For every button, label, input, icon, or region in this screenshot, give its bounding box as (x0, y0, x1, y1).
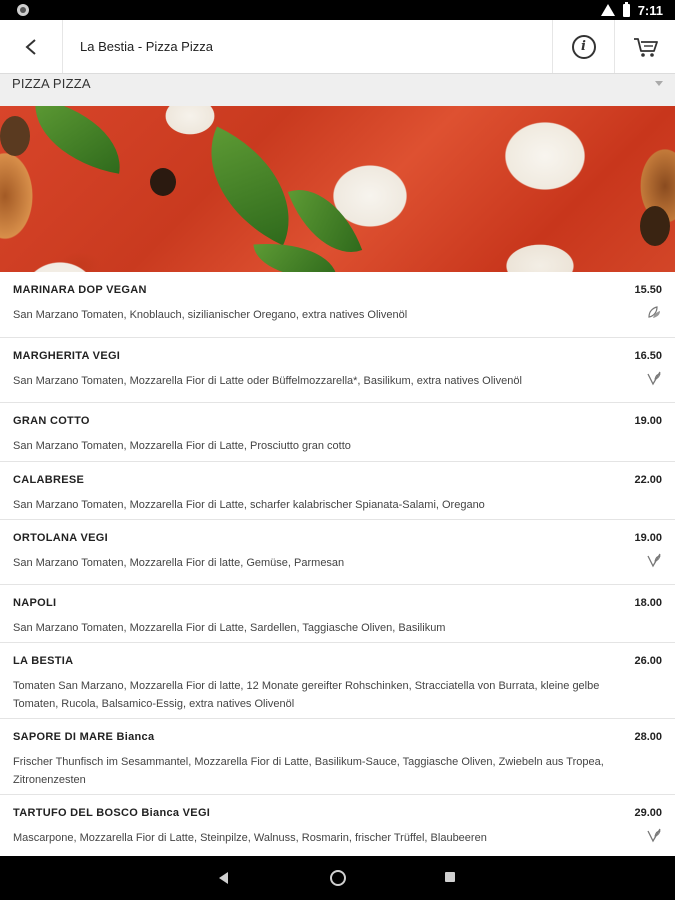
item-name: LA BESTIA (13, 655, 74, 667)
item-name: SAPORE DI MARE Bianca (13, 731, 155, 743)
item-description: Frischer Thunfisch im Sesammantel, Mozzarella Fior di Latte, Basilikum-Sauce, Taggiasche Oliven, Zwiebeln aus Tropea, Zitronenzesten (13, 756, 604, 786)
char-spot-image (0, 116, 30, 156)
item-description: Mascarpone, Mozzarella Fior di Latte, Steinpilze, Walnuss, Rosmarin, frischer Trüffel, Blaubeeren (13, 832, 487, 844)
item-price: 26.00 (634, 655, 662, 667)
back-button[interactable] (0, 20, 63, 73)
basil-leaf-image (26, 106, 130, 174)
item-name: MARINARA DOP VEGAN (13, 284, 147, 296)
item-price: 28.00 (634, 731, 662, 743)
status-time: 7:11 (637, 2, 663, 18)
arrow-left-icon (24, 38, 38, 56)
notification-icon (17, 4, 29, 16)
menu-list (0, 272, 675, 856)
category-label: PIZZA PIZZA (12, 76, 91, 91)
item-name: NAPOLI (13, 597, 57, 609)
item-description: San Marzano Tomaten, Mozzarella Fior di Latte, scharfer kalabrischer Spianata-Salami, Oregano (13, 499, 485, 511)
basil-leaf-image (183, 127, 317, 246)
vegan-leaf-icon (646, 304, 662, 320)
item-price: 29.00 (634, 807, 662, 819)
item-price: 19.00 (634, 415, 662, 427)
status-bar (0, 0, 675, 20)
list-item[interactable] (0, 338, 675, 403)
category-selector[interactable] (0, 74, 675, 106)
system-nav-bar (0, 856, 675, 900)
info-button[interactable] (552, 20, 614, 73)
vegetarian-icon (646, 552, 662, 568)
item-name: GRAN COTTO (13, 415, 90, 427)
status-icons (601, 2, 663, 18)
cart-button[interactable] (614, 20, 675, 73)
item-price: 22.00 (634, 474, 662, 486)
info-icon: i (572, 35, 596, 59)
char-spot-image (640, 206, 670, 246)
list-item[interactable] (0, 520, 675, 585)
item-description: San Marzano Tomaten, Mozzarella Fior di Latte oder Büffelmozzarella*, Basilikum, extra natives Olivenöl (13, 375, 522, 387)
list-item[interactable] (0, 719, 675, 795)
item-description: San Marzano Tomaten, Mozzarella Fior di Latte, Sardellen, Taggiasche Oliven, Basilikum (13, 622, 446, 634)
item-name: TARTUFO DEL BOSCO Bianca VEGI (13, 807, 211, 819)
nav-recents-icon[interactable] (445, 872, 455, 882)
char-spot-image (150, 168, 176, 196)
cart-icon (633, 36, 659, 58)
list-item[interactable] (0, 795, 675, 856)
nav-back-icon[interactable] (219, 872, 228, 884)
list-item[interactable] (0, 403, 675, 462)
item-name: MARGHERITA VEGI (13, 350, 121, 362)
item-description: Tomaten San Marzano, Mozzarella Fior di latte, 12 Monate gereifter Rohschinken, Stracciatella von Burrata, kleine gelbe Tomaten, Rucola, Balsamico-Essig, extra natives Olivenöl (13, 680, 600, 710)
item-name: CALABRESE (13, 474, 85, 486)
item-name: ORTOLANA VEGI (13, 532, 108, 544)
battery-icon (623, 4, 630, 17)
list-item[interactable] (0, 462, 675, 520)
item-description: San Marzano Tomaten, Knoblauch, sizilianischer Oregano, extra natives Olivenöl (13, 309, 408, 321)
list-item[interactable] (0, 272, 675, 338)
app-bar (0, 20, 675, 74)
item-price: 15.50 (634, 284, 662, 296)
hero-pizza-image (0, 106, 675, 272)
list-item[interactable] (0, 585, 675, 643)
item-description: San Marzano Tomaten, Mozzarella Fior di Latte, Prosciutto gran cotto (13, 440, 351, 452)
list-item[interactable] (0, 643, 675, 719)
chevron-down-icon (655, 81, 663, 86)
vegetarian-icon (646, 827, 662, 843)
wifi-icon (601, 4, 615, 16)
vegetarian-icon (646, 370, 662, 386)
item-description: San Marzano Tomaten, Mozzarella Fior di latte, Gemüse, Parmesan (13, 557, 345, 569)
nav-home-icon[interactable] (330, 870, 346, 886)
page-title: La Bestia - Pizza Pizza (80, 39, 213, 54)
item-price: 19.00 (634, 532, 662, 544)
item-price: 18.00 (634, 597, 662, 609)
item-price: 16.50 (634, 350, 662, 362)
